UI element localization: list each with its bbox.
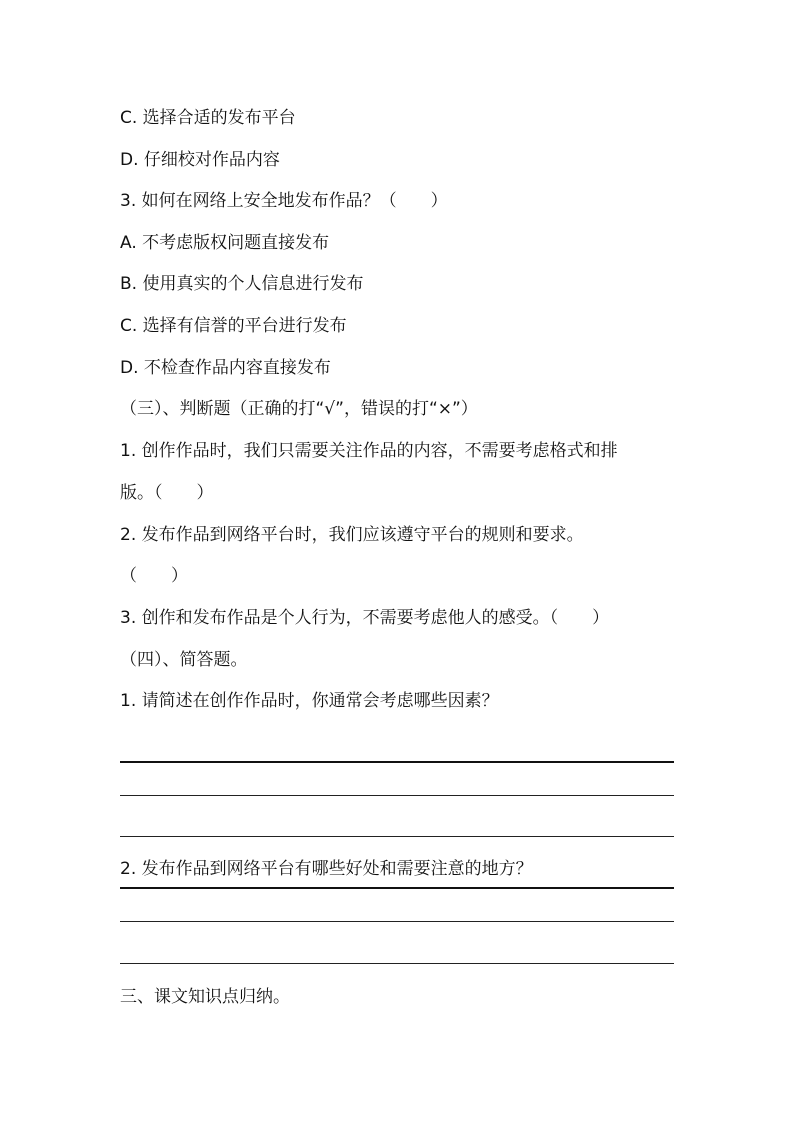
true-false-2-line-1: 2. 发布作品到网络平台时，我们应该遵守平台的规则和要求。 bbox=[120, 525, 584, 545]
answer-line bbox=[120, 887, 674, 889]
short-answer-1: 1. 请简述在创作作品时，你通常会考虑哪些因素？ bbox=[120, 691, 499, 711]
question-3-option-d: D. 不检查作品内容直接发布 bbox=[120, 358, 331, 378]
answer-line bbox=[120, 921, 674, 922]
part-3-knowledge-summary-title: 三、课文知识点归纳。 bbox=[120, 987, 290, 1007]
short-answer-2: 2. 发布作品到网络平台有哪些好处和需要注意的地方？ bbox=[120, 859, 533, 879]
section-3-true-false-title: （三）、判断题（正确的打“√”，错误的打“×”） bbox=[120, 399, 478, 419]
question-3-option-a: A. 不考虑版权问题直接发布 bbox=[120, 233, 330, 253]
true-false-1-line-1: 1. 创作作品时，我们只需要关注作品的内容，不需要考虑格式和排 bbox=[120, 441, 618, 461]
option-c-choose-platform: C. 选择合适的发布平台 bbox=[120, 108, 296, 128]
section-4-short-answer-title: （四）、简答题。 bbox=[120, 650, 248, 670]
option-d-proofread: D. 仔细校对作品内容 bbox=[120, 150, 280, 170]
question-3-publish-safely: 3. 如何在网络上安全地发布作品？（ ） bbox=[120, 191, 448, 211]
true-false-1-line-2: 版。（ ） bbox=[120, 483, 214, 503]
question-3-option-c: C. 选择有信誉的平台进行发布 bbox=[120, 316, 347, 336]
true-false-3: 3. 创作和发布作品是个人行为，不需要考虑他人的感受。（ ） bbox=[120, 608, 610, 628]
answer-line bbox=[120, 963, 674, 964]
answer-line bbox=[120, 836, 674, 837]
true-false-2-line-2: （ ） bbox=[120, 566, 188, 586]
answer-line bbox=[120, 795, 674, 796]
question-3-option-b: B. 使用真实的个人信息进行发布 bbox=[120, 274, 364, 294]
answer-line bbox=[120, 761, 674, 763]
